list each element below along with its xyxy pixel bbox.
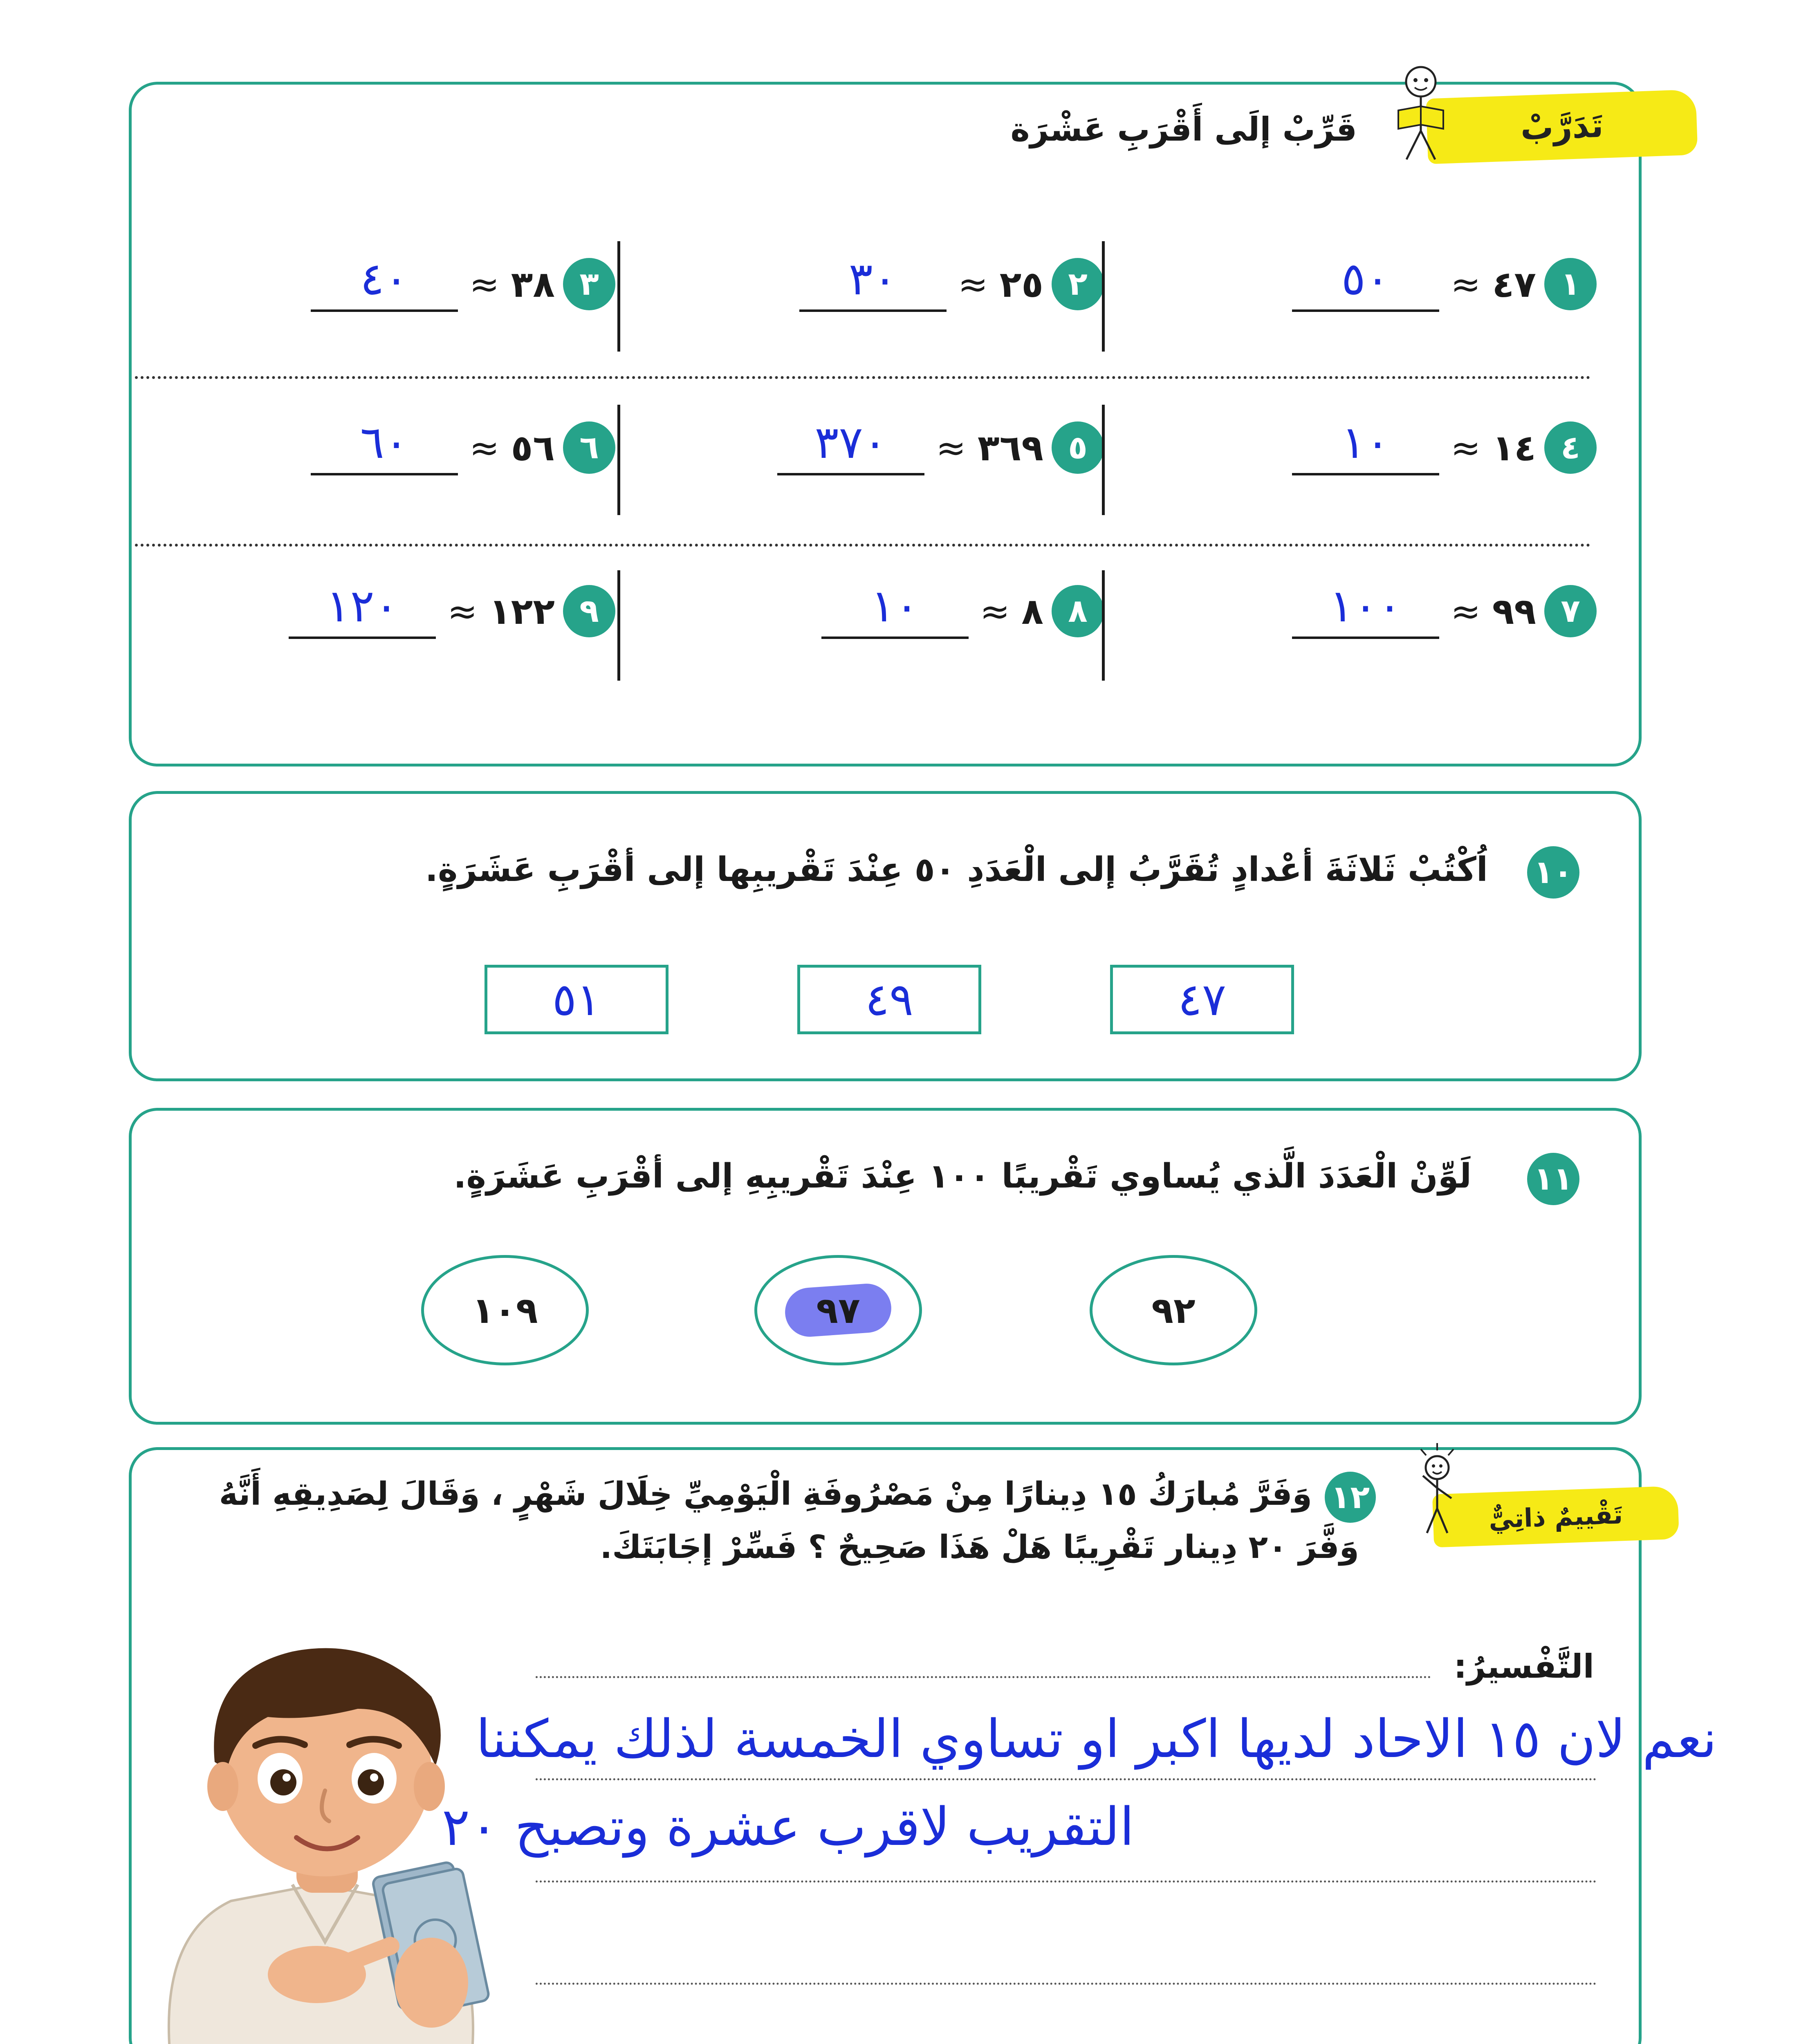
answer-field[interactable]: ٣٧٠ [777,412,924,475]
explanation-label: التَّفْسيرُ: [1454,1647,1594,1685]
exercise-number-badge: ٢ [1052,258,1104,310]
choice-oval-2-selected[interactable] [754,1255,922,1365]
approx-symbol: ≈ [1450,590,1481,632]
row-separator [135,376,1590,379]
writing-line[interactable] [536,1880,1597,1883]
exercise-value: ٣٨ [511,263,555,305]
writing-line[interactable] [536,1983,1597,1985]
handwritten-answer-line-1: نعم لان ١٥ الاحاد لديها اكبر او تساوي الخمسة لذلك يمكننا [476,1709,1717,1770]
question-number-badge: ١٢ [1325,1472,1376,1523]
exercise-value: ٥٦ [511,426,555,469]
answer-box-2[interactable]: ٤٩ [797,965,981,1034]
answer-box-3[interactable]: ٥١ [485,965,668,1034]
exercise-value: ٨ [1021,590,1043,632]
question-number-badge: ١١ [1527,1153,1579,1205]
question-10-text: اُكْتُبْ ثَلاثَةَ أعْدادٍ تُقَرَّبُ إلى الْعَدَدِ ٥٠ عِنْدَ تَقْريبِها إلى أقْرَبِ عَشَرَةٍ. [425,850,1488,889]
answer-field[interactable]: ٤٠ [311,248,458,312]
exercise-2 [799,243,1104,325]
approx-symbol: ≈ [447,590,478,632]
column-divider [617,570,620,681]
column-divider [1102,241,1105,352]
exercise-7 [1292,570,1597,652]
choice-label: ٩٢ [1151,1289,1196,1331]
exercise-value: ١٢٢ [489,590,555,632]
approx-symbol: ≈ [469,426,500,469]
choice-label: ١٠٩ [472,1289,538,1331]
exercise-number-badge: ٣ [563,258,615,310]
row-separator [135,544,1590,547]
answer-field[interactable]: ٣٠ [799,248,947,312]
exercise-number-badge: ٤ [1544,421,1597,474]
answer-field[interactable]: ١٢٠ [289,575,436,639]
exercise-row-2 [135,407,1595,489]
exercise-6 [311,407,615,489]
answer-field[interactable]: ٦٠ [311,412,458,475]
column-divider [617,405,620,515]
exercise-row-1 [135,243,1595,325]
answer-field[interactable]: ١٠ [821,575,969,639]
column-divider [1102,405,1105,515]
column-divider [617,241,620,352]
handwritten-answer-line-2: التقريب لاقرب عشرة وتصبح ٢٠ [442,1797,1134,1858]
exercise-1 [1292,243,1597,325]
writing-line[interactable] [536,1778,1597,1780]
answer-field[interactable]: ٥٠ [1292,248,1439,312]
answer-field[interactable]: ١٠ [1292,412,1439,475]
approx-symbol: ≈ [980,590,1010,632]
answer-field[interactable]: ١٠٠ [1292,575,1439,639]
writing-line[interactable] [536,1676,1431,1678]
approx-symbol: ≈ [958,263,988,305]
reading-stick-figure-icon [1382,61,1460,168]
idea-stick-figure-icon [1406,1443,1468,1537]
approx-symbol: ≈ [936,426,966,469]
exercise-number-badge: ١ [1544,258,1597,310]
exercise-value: ٢٥ [999,263,1043,305]
exercise-number-badge: ٥ [1052,421,1104,474]
exercise-value: ٣٦٩ [977,426,1043,469]
approx-symbol: ≈ [1450,426,1481,469]
exercise-9 [289,570,615,652]
exercise-row-3 [135,570,1595,652]
exercise-value: ٩٩ [1492,590,1536,632]
exercise-3 [311,243,615,325]
exercise-value: ١٤ [1492,426,1536,469]
practice-instruction: قَرِّبْ إلَى أَقْرَبِ عَشْرَة [1010,110,1357,148]
answer-box-1[interactable]: ٤٧ [1110,965,1294,1034]
self-assessment-tag: تَقْييمٌ ذاتِيٌّ [1432,1486,1679,1548]
practice-tag: تَدَرَّبْ [1426,90,1698,164]
exercise-4 [1292,407,1597,489]
exercise-8 [821,570,1104,652]
exercise-number-badge: ٩ [563,585,615,637]
choice-oval-1[interactable] [1090,1255,1257,1365]
exercise-number-badge: ٦ [563,421,615,474]
column-divider [1102,570,1105,681]
question-12-line-2: وَفَّرَ ٢٠ دِينار تَقْرِيبًا هَلْ هَذَا صَحِيحٌ ؟ فَسِّرْ إجَابَتَكَ. [600,1529,1359,1566]
exercise-5 [777,407,1104,489]
exercise-value: ٤٧ [1492,263,1536,305]
question-10-panel [129,791,1642,1081]
choice-label: ٩٧ [816,1289,860,1331]
question-11-text: لَوِّنْ الْعَدَدَ الَّذي يُساوي تَقْريبًا ١٠٠ عِنْدَ تَقْريبِهِ إلى أقْرَبِ عَشَرَةٍ. [453,1157,1472,1196]
approx-symbol: ≈ [1450,263,1481,305]
exercise-number-badge: ٨ [1052,585,1104,637]
approx-symbol: ≈ [469,263,500,305]
question-number-badge: ١٠ [1527,846,1579,899]
question-12-line-1: وَفَرَّ مُبارَكُ ١٥ دِينارًا مِنْ مَصْرُوفَةِ الْيَوْمِيِّ خِلَالَ شَهْرٍ ، وَقَالَ لِصَدِيقِهِ أَنَّهُ [219,1476,1312,1513]
choice-oval-3[interactable] [421,1255,589,1365]
exercise-number-badge: ٧ [1544,585,1597,637]
